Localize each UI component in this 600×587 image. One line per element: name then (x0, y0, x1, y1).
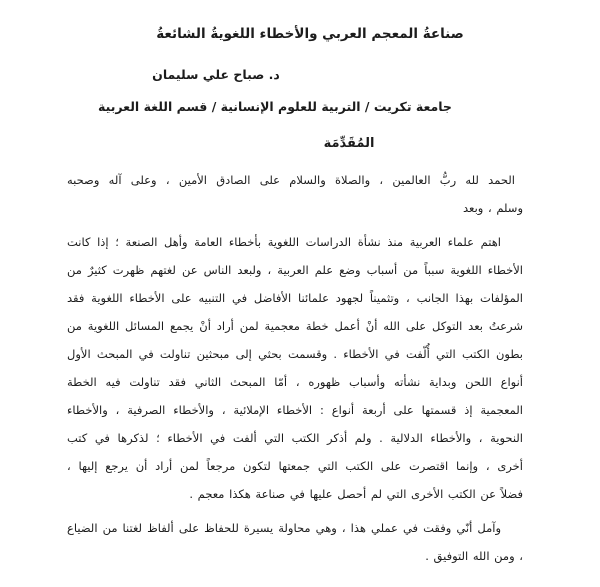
body-line: ، ومن الله التوفيق . (425, 549, 523, 563)
body-line: بطون الكتب التي أُلّفت في الأخطاء . وقسمت بحثي إلى مبحثين تناولت في المبحث الأول (67, 347, 523, 361)
paragraph (67, 514, 523, 570)
section-heading: المُقَدِّمَة (323, 136, 375, 151)
body-line: أخرى ، وإنما اقتصرت على الكتب التي جمعتها لتكون مرجعاً لمن أراد أن يرجع إليها ، (67, 459, 523, 473)
document-body (67, 166, 523, 570)
body-line: شرعتُ بعد التوكل على الله أنْ أعمل خطة معجمية لمن أراد أنْ يجمع المسائل اللغوية من (67, 319, 523, 333)
paragraph (67, 166, 523, 222)
body-line: فضلاً عن الكتب الأخرى التي لم أحصل عليها في صناعة هكذا معجم . (189, 487, 523, 501)
body-line: المؤلفات بهذا الجانب ، وتثميناً لجهود علمائنا الأفاضل في التنبيه على الأخطاء اللغوية فقد (67, 291, 523, 305)
author-line: د. صباح علي سليمان (152, 67, 280, 82)
body-line: اهتم علماء العربية منذ نشأة الدراسات اللغوية بأخطاء العامة وأهل الصنعة ؛ إذا كانت (67, 235, 501, 249)
body-line: النحوية ، والأخطاء الدلالية . ولم أذكر الكتب التي ألفت في الأخطاء ؛ لذكرها في كتب (67, 431, 523, 445)
body-line: الحمد لله ربُّ العالمين ، والصلاة والسلام على الصادق الأمين ، وعلى آله وصحبه (67, 173, 515, 187)
body-line: المعجمية إذ قسمتها على أربعة أنواع : الأخطاء الإملائية ، والأخطاء الصرفية ، والأخطاء (67, 403, 523, 417)
body-line: أنواع اللحن وبداية نشأته وأسباب ظهوره ، أمّا المبحث الثاني فقد تناولت فيه الخطة (67, 375, 523, 389)
paragraph (67, 228, 523, 508)
body-line: وآمل أنّي وفقت في عملي هذا ، وهي محاولة يسيرة للحفاظ على ألفاظ لغتنا من الضياع (67, 521, 501, 535)
affiliation-line: جامعة تكريت / التربية للعلوم الإنسانية / قسم اللغة العربية (98, 99, 452, 114)
body-line: الأخطاء اللغوية سبباً من أسباب وضع علم العربية ، ولبعد الناس عن لغتهم ظهرت كثيرٌ من (67, 263, 523, 277)
body-line: وسلم ، وبعد (462, 201, 523, 215)
document-title: صناعةُ المعجم العربي والأخطاء اللغويةُ الشائعةُ (156, 26, 464, 42)
